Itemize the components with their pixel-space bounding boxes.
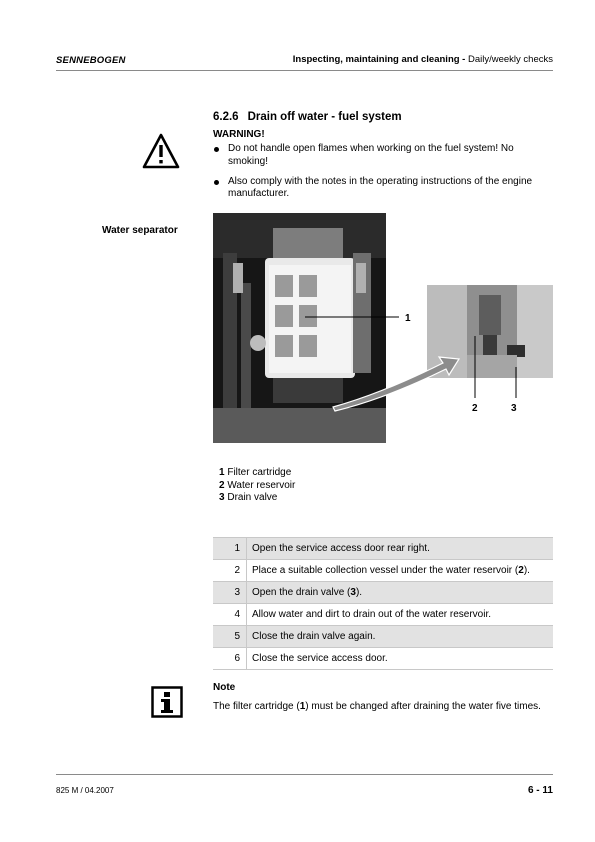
legend-text: Drain valve <box>227 492 278 504</box>
warning-triangle-icon <box>141 132 181 170</box>
step-text <box>247 648 554 670</box>
figure-callouts <box>213 213 558 418</box>
legend-text: Filter cartridge <box>227 467 292 478</box>
legend-text: Water reservoir <box>227 479 296 491</box>
legend-item <box>219 480 295 493</box>
step-text-part: Open the service access door rear right. <box>252 543 430 554</box>
info-icon <box>151 686 183 718</box>
step-number: 2 <box>213 560 247 582</box>
page-number: 6 - 11 <box>527 785 553 796</box>
warning-list <box>213 143 543 208</box>
header-divider <box>56 70 553 71</box>
note-text-part: ) must be changed after draining the water five times. <box>305 701 541 712</box>
step-text-part: ). <box>355 587 363 598</box>
warning-bullet: Also comply with the notes in the operating instructions of the engine manufacturer. <box>213 176 543 202</box>
legend-item <box>219 492 295 505</box>
legend-num: 3 <box>219 492 225 504</box>
header-title-rest: Daily/weekly checks <box>468 54 553 65</box>
note-text-part: The filter cartridge ( <box>213 701 300 712</box>
legend-num: 1 <box>219 467 225 478</box>
running-header <box>293 54 553 65</box>
section-title <box>213 111 402 123</box>
step-number: 3 <box>213 582 247 604</box>
header-title-bold: Inspecting, maintaining and cleaning - <box>292 54 466 65</box>
step-text-part: Open the drain valve ( <box>252 587 351 598</box>
legend-num: 2 <box>219 479 225 491</box>
callout-label: 3 <box>511 403 517 414</box>
section-number: 6.2.6 <box>213 111 239 123</box>
step-number: 4 <box>213 604 247 626</box>
warning-bullet: Do not handle open flames when working on the fuel system! No smoking! <box>213 143 543 169</box>
step-number: 5 <box>213 626 247 648</box>
document-id: 825 M / 04.2007 <box>56 786 114 795</box>
step-number: 1 <box>213 538 247 560</box>
procedure-steps-table <box>213 537 553 670</box>
step-text <box>247 582 554 604</box>
step-text-part: Close the drain valve again. <box>252 631 376 642</box>
legend-item <box>219 467 295 480</box>
footer-divider <box>56 774 553 775</box>
callout-label: 1 <box>405 313 411 324</box>
callout-label: 2 <box>472 403 478 414</box>
step-text <box>247 626 554 648</box>
table-row <box>213 560 553 582</box>
step-text <box>247 604 554 626</box>
table-row <box>213 648 553 670</box>
note-ref: 1 <box>299 701 306 712</box>
step-ref: 2 <box>518 565 524 576</box>
note-label: Note <box>213 682 236 693</box>
step-text-part: Close the service access door. <box>252 653 388 664</box>
table-row <box>213 604 553 626</box>
step-text-part: Place a suitable collection vessel under the water reservoir ( <box>252 565 519 576</box>
table-row <box>213 626 553 648</box>
figure-legend <box>219 467 295 505</box>
step-text-part: Allow water and dirt to drain out of the water reservoir. <box>252 609 492 620</box>
step-number: 6 <box>213 648 247 670</box>
section-title-text: Drain off water - fuel system <box>247 111 402 123</box>
step-ref: 3 <box>350 587 356 598</box>
step-text <box>247 560 554 582</box>
step-text-part: ). <box>523 565 530 576</box>
note-text <box>213 700 553 714</box>
warning-label: WARNING! <box>213 129 265 140</box>
brand-logo: SENNEBOGEN <box>56 55 126 66</box>
table-row <box>213 582 553 604</box>
side-label: Water separator <box>102 225 178 236</box>
table-row <box>213 538 553 560</box>
step-text <box>247 538 554 560</box>
